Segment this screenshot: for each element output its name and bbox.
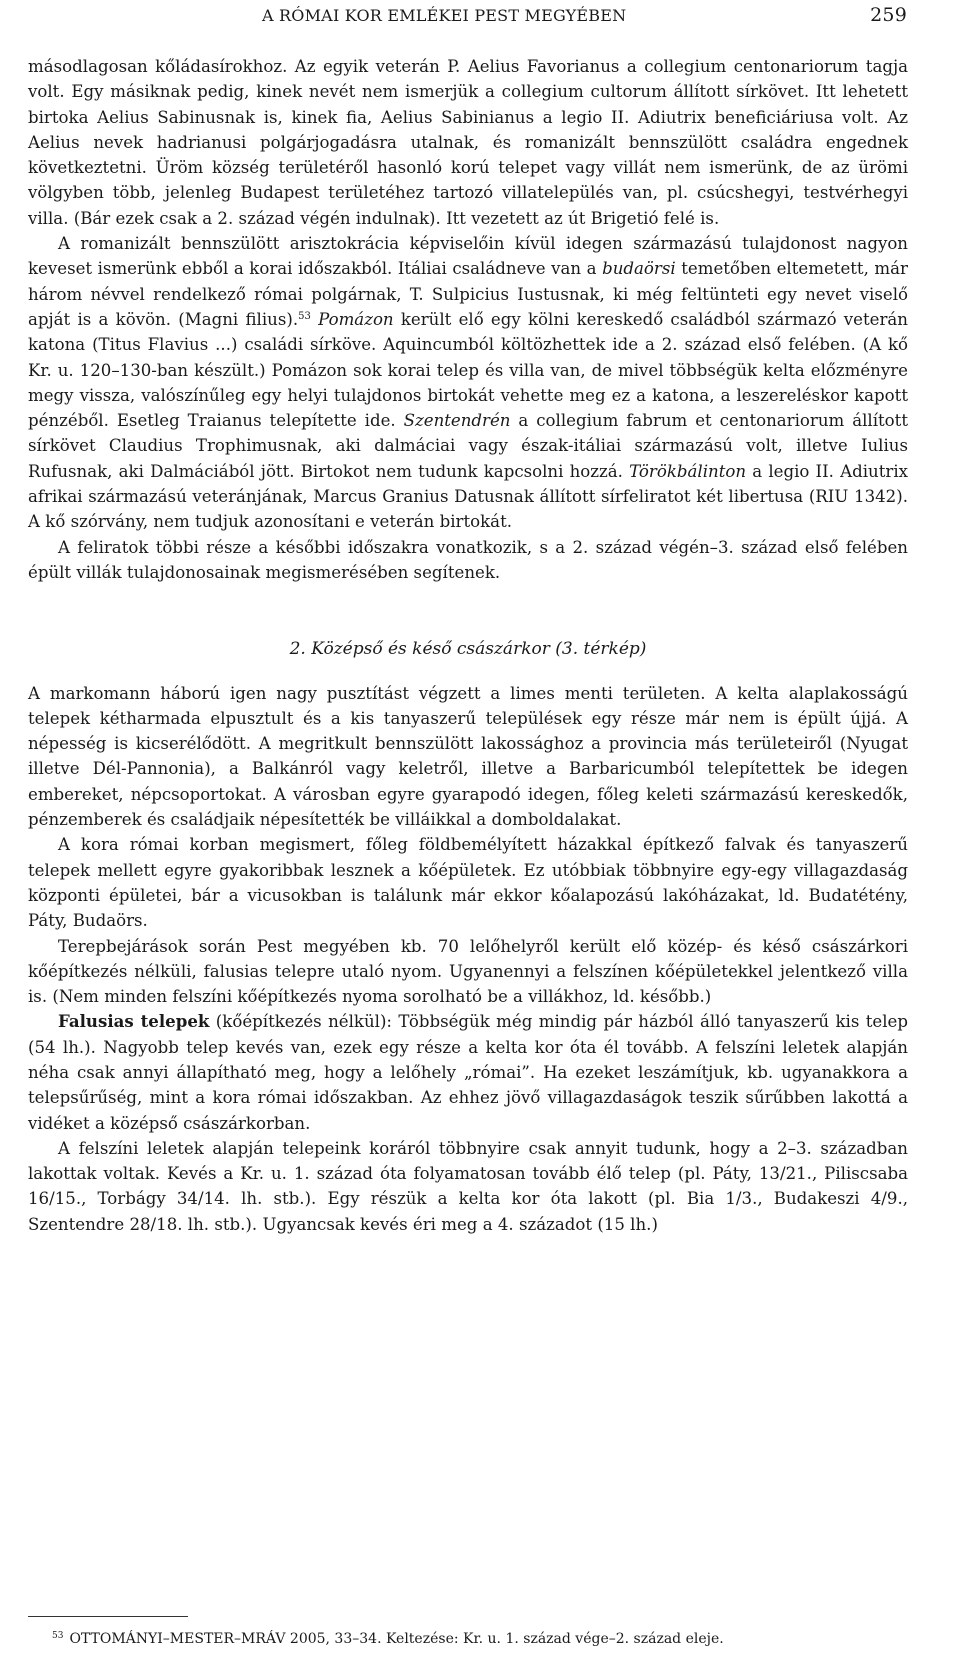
paragraph-4: A markomann háború igen nagy pusztítást végzett a limes menti területen. A kelta alaplakosságú telepek kétharmada elpusztult és a kis tanyaszerű települések egy része már nem is épült újjá. A népesség is kicserélődött. A megritkult bennszülött lakossághoz a provincia más területeiről (Nyugat illetve Dél-Pannonia), a Balkánról vagy keletről, illetve a Barbaricumból telepítettek be idegen embereket, népcsoportokat. A városban egyre gyarapodó idegen, főleg keleti származású kereskedők, pénzemberek és családjaik népesítették be villáikkal a domboldalakat.	[28, 683, 908, 830]
paragraph-1-text: másodlagosan kőládasírokhoz. Az egyik veterán P. Aelius Favorianus a collegium centonariorum tagja volt. Egy másiknak pedig, kinek nevét nem ismerjük a collegium cultorum állított sírkövet. Itt lehetett birtoka Aelius Sabinusnak is, kinek fia, Aelius Sabinianus a legio II. Adiutrix beneficiáriusa volt. Az Aelius nevek hadrianusi polgárjogadásra utalnak, és romanizált bennszülött családra engednek következtetni. Üröm község területéről hasonló korú telepet vagy villát nem ismerünk, de az ürömi völgyben több, jelenleg Budapest területéhez tartozó villatelepülés van, pl. csúcshegyi, testvérhegyi villa. (Bár ezek csak a 2. század végén indulnak). Itt vezetett az út Brigetió felé is.	[28, 57, 908, 228]
term-falusias-telepek: Falusias telepek	[58, 1011, 210, 1032]
paragraph-8: A felszíni leletek alapján telepeink koráról többnyire csak annyit tudunk, hogy a 2–3. században lakottak voltak. Kevés a Kr. u. 1. század óta folyamatosan tovább élő telep (pl. Páty, 13/21., Piliscsaba 16/15., Torbágy 34/14. lh. stb.). Egy részük a kelta kor óta lakott (pl. Bia 1/3., Budakeszi 4/9., Szentendre 28/18. lh. stb.). Ugyancsak kevés éri meg a 4. századot (15 lh.)	[28, 1138, 908, 1234]
running-head-title: A RÓMAI KOR EMLÉKEI PEST MEGYÉBEN	[262, 6, 627, 25]
place-pomaz: Pomázon	[318, 309, 394, 329]
section-heading	[28, 637, 908, 662]
place-szentendre: Szentendrén	[403, 411, 511, 431]
footnote-53	[52, 1630, 912, 1648]
page-number: 259	[870, 4, 907, 26]
body-text	[28, 54, 908, 1237]
paragraph-2-text-f: került elő egy kölni kereskedő családból származó veterán katona (Titus Flavius ...) családi sírköve. Aquincumból költözhettek ide a 2. század első felében. (A kő Kr. u. 120–130-ban készült.) Pomázon sok korai telep és villa van, de mivel többségük kelta előzményre megy vissza, valószínűleg egy helyi tulajdonos birtokát vehette meg ez a katona, a leszereléskor kapott pénzéből. Esetleg Traianus telepítette ide.	[28, 309, 908, 431]
paragraph-2-space	[311, 310, 318, 329]
paragraph-7-text: (kőépítkezés nélkül): Többségük még mindig pár házból álló tanyaszerű kis telep (54 lh.). Nagyobb telep kevés van, ezek egy része a kelta kor óta él tovább. A felszíni leletek alapján néha csak annyi állapítható meg, hogy a lelőhely „római”. Ha ezeket leszámítjuk, kb. ugyanakkora a telepsűrűség, mint a kora római időszakban. Az ehhez jövő villagazdaságok teszik sűrűbben lakottá a vidéket a középső császárkorban.	[28, 1012, 908, 1133]
paragraph-6: Terepbejárások során Pest megyében kb. 70 lelőhelyről került elő közép- és késő császárkori kőépítkezés nélküli, falusias telepre utaló nyom. Ugyanennyi a felszínen kőépületekkel jelentkező villa is. (Nem minden felszíni kőépítkezés nyoma sorolható be a villákhoz, ld. később.)	[28, 936, 908, 1007]
paragraph-1	[28, 54, 908, 231]
paragraph-5: A kora római korban megismert, főleg földbemélyített házakkal építkező falvak és tanyaszerű telepek mellett egyre gyakoribbak lesznek a kőépületek. Ez utóbbiak többnyire egy-egy villagazdaság központi épületei, bár a vicusokban is találunk már ekkor kőalapozású lakóházakat, ld. Budatétény, Páty, Budaörs.	[28, 835, 908, 931]
footnote-number: 53	[52, 1631, 64, 1641]
running-head	[262, 6, 907, 25]
paragraph-2	[28, 231, 908, 535]
section-title: Középső és késő császárkor (3. térkép)	[311, 639, 647, 660]
paragraph-3: A feliratok többi része a későbbi időszakra vonatkozik, s a 2. század végén–3. század első felében épült villák tulajdonosainak megismerésében segítenek.	[28, 537, 908, 582]
footnote-text: OTTOMÁNYI–MESTER–MRÁV 2005, 33–34. Keltezése: Kr. u. 1. század vége–2. század eleje.	[69, 1631, 724, 1647]
place-torokbalint: Törökbálinton	[629, 461, 747, 481]
section-number: 2.	[289, 639, 306, 660]
paragraph-2-text-c: temetőben eltemetett, már három névvel rendelkező római polgárnak, T. Sulpicius Iustusnak, ki még feltünteti egy nevet viselő apját is a kövön. (Magni filius).	[28, 259, 908, 329]
paragraph-2-text-a: A romanizált bennszülött arisztokrácia képviselőin kívül idegen származású tulajdonost nagyon keveset ismerünk ebből a korai időszakból. Itáliai családneve van a	[28, 234, 908, 279]
paragraph-7	[28, 1009, 908, 1135]
place-budaors: budaörsi	[602, 259, 676, 279]
paragraph-2-text-j: a legio II. Adiutrix afrikai származású veteránjának, Marcus Granius Datusnak állított sírfeliratot két libertusa (RIU 1342). A kő szórvány, nem tudjuk azonosítani e veterán birtokát.	[28, 461, 908, 532]
footnote-rule	[28, 1616, 188, 1617]
paragraph-2-text-h: a collegium fabrum et centonariorum állított sírkövet Claudius Trophimusnak, aki dalmáciai vagy észak-itáliai származású volt, illetve Iulius Rufusnak, aki Dalmáciából jött. Birtokot nem tudunk kapcsolni hozzá.	[28, 411, 909, 481]
footnote-ref-53[interactable]: 53	[298, 310, 311, 322]
